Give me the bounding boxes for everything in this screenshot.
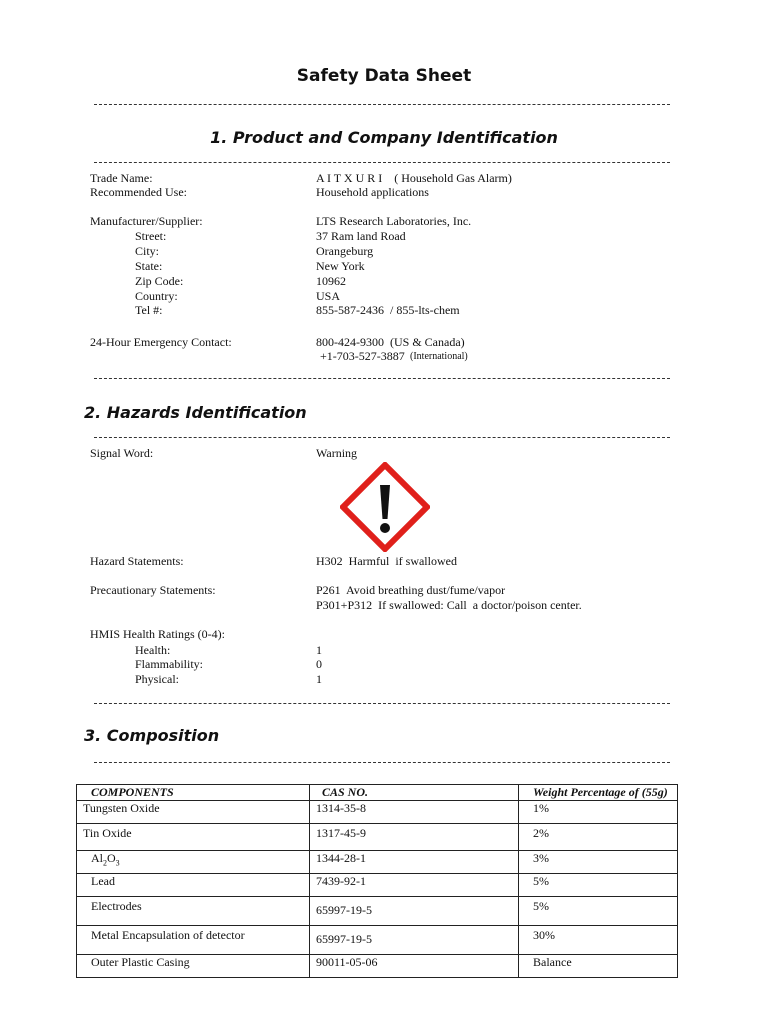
cas-cell: 90011-05-06 <box>310 955 519 978</box>
component-o: O <box>107 851 116 865</box>
city-value: Orangeburg <box>316 244 374 258</box>
hazard-statements-value: H302 Harmful if swallowed <box>316 554 457 568</box>
weight-cell: 2% <box>519 824 678 851</box>
zip-value: 10962 <box>316 274 346 288</box>
signal-word-value: Warning <box>316 446 358 460</box>
emergency-value-intl: +1-703-527-3887 <box>320 349 405 363</box>
divider <box>94 762 670 763</box>
cas-cell: 1344-28-1 <box>310 851 519 874</box>
health-label: Health: <box>135 643 171 657</box>
health-value: 1 <box>316 643 322 657</box>
subscript: 3 <box>115 858 120 868</box>
component-cell <box>77 851 310 874</box>
flammability-value: 0 <box>316 657 322 671</box>
emergency-intl-note: (International) <box>410 351 468 362</box>
weight-cell: 30% <box>519 926 678 955</box>
signal-word-label: Signal Word: <box>90 446 154 460</box>
trade-name-label: Trade Name: <box>90 171 153 185</box>
weight-cell: 5% <box>519 897 678 926</box>
country-value: USA <box>316 289 341 303</box>
component-cell: Outer Plastic Casing <box>77 955 310 978</box>
recommended-use-label: Recommended Use: <box>90 185 187 199</box>
component-cell: Tin Oxide <box>77 824 310 851</box>
cas-cell: 1317-45-9 <box>310 824 519 851</box>
city-label: City: <box>135 244 160 258</box>
weight-cell: 5% <box>519 874 678 897</box>
section-2-heading: 2. Hazards Identification <box>84 403 307 422</box>
column-header-components: COMPONENTS <box>77 785 310 801</box>
table-row <box>77 801 678 824</box>
recommended-use-value: Household applications <box>316 185 429 199</box>
street-label: Street: <box>135 229 167 243</box>
table-row <box>77 897 678 926</box>
divider <box>94 703 670 704</box>
cas-cell: 65997-19-5 <box>310 926 519 955</box>
divider <box>94 162 670 163</box>
state-value: New York <box>316 259 365 273</box>
flammability-label: Flammability: <box>135 657 203 671</box>
precautionary-label: Precautionary Statements: <box>90 583 216 597</box>
component-al: Al <box>91 851 103 865</box>
table-row <box>77 926 678 955</box>
street-value: 37 Ram land Road <box>316 229 406 243</box>
state-label: State: <box>135 259 163 273</box>
physical-label: Physical: <box>135 672 179 686</box>
hazard-statements-label: Hazard Statements: <box>90 554 184 568</box>
divider <box>94 378 670 379</box>
emergency-label: 24-Hour Emergency Contact: <box>90 335 232 349</box>
section-1-heading: 1. Product and Company Identification <box>210 128 558 147</box>
column-header-weight: Weight Percentage of (55g) <box>519 785 678 801</box>
weight-cell: Balance <box>519 955 678 978</box>
table-row <box>77 851 678 874</box>
divider <box>94 104 670 105</box>
divider <box>94 437 670 438</box>
precautionary-value-1: P261 Avoid breathing dust/fume/vapor <box>316 583 506 597</box>
table-header-row <box>77 785 678 801</box>
trade-name-value: A I T X U R I ( Household Gas Alarm) <box>316 171 512 185</box>
column-header-cas: CAS NO. <box>310 785 519 801</box>
exclamation-hazard-icon <box>340 462 430 552</box>
cas-cell: 1314-35-8 <box>310 801 519 824</box>
table-row <box>77 824 678 851</box>
component-cell: Tungsten Oxide <box>77 801 310 824</box>
emergency-value-us: 800-424-9300 (US & Canada) <box>316 335 465 349</box>
weight-cell: 1% <box>519 801 678 824</box>
component-cell: Electrodes <box>77 897 310 926</box>
tel-label: Tel #: <box>135 303 163 317</box>
country-label: Country: <box>135 289 178 303</box>
precautionary-value-2: P301+P312 If swallowed: Call a doctor/poison center. <box>316 598 582 612</box>
zip-label: Zip Code: <box>135 274 184 288</box>
section-3-heading: 3. Composition <box>84 726 220 745</box>
page-title: Safety Data Sheet <box>296 66 472 86</box>
component-cell: Lead <box>77 874 310 897</box>
weight-cell: 3% <box>519 851 678 874</box>
physical-value: 1 <box>316 672 322 686</box>
manufacturer-value: LTS Research Laboratories, Inc. <box>316 214 472 228</box>
cas-cell: 65997-19-5 <box>310 897 519 926</box>
table-row <box>77 955 678 978</box>
composition-table <box>76 784 678 978</box>
hmis-label: HMIS Health Ratings (0-4): <box>90 627 225 641</box>
cas-cell: 7439-92-1 <box>310 874 519 897</box>
tel-value: 855-587-2436 / 855-lts-chem <box>316 303 460 317</box>
table-row <box>77 874 678 897</box>
subscript: 2 <box>103 858 107 868</box>
component-cell: Metal Encapsulation of detector <box>77 926 310 955</box>
manufacturer-label: Manufacturer/Supplier: <box>90 214 203 228</box>
